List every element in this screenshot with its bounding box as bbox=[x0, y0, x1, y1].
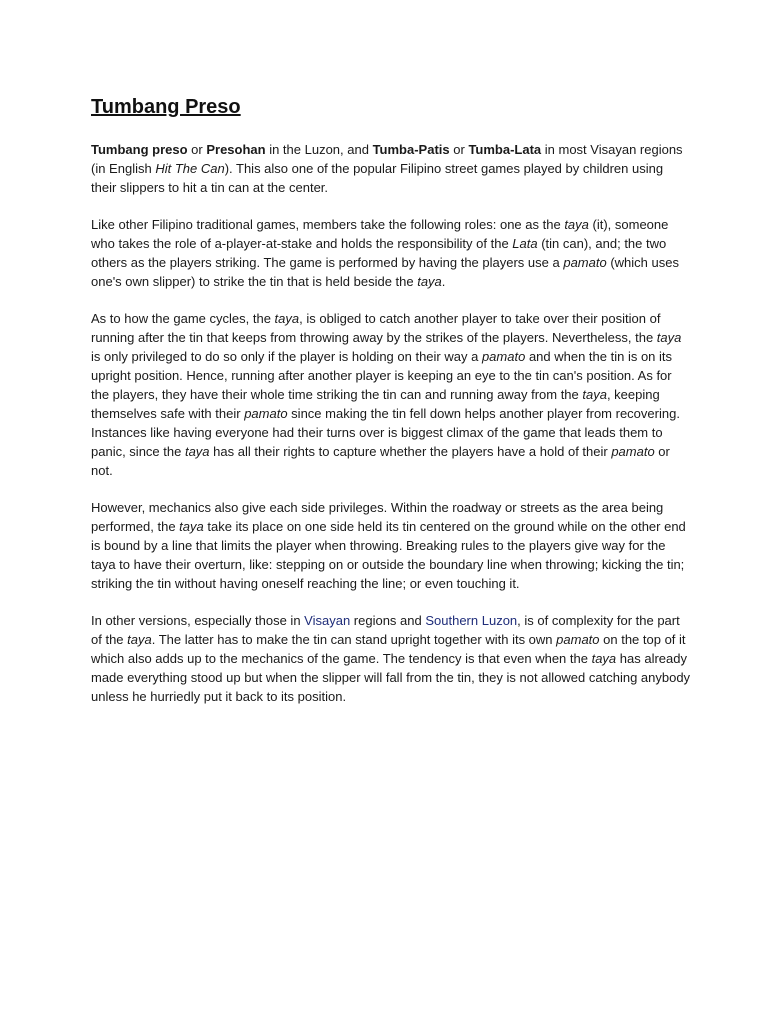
text-run: (tin can), and; the two others as the players striking. The game is performed by having the players use a bbox=[91, 236, 667, 270]
italic-term: taya bbox=[184, 444, 210, 459]
italic-term: pamato bbox=[244, 406, 288, 421]
italic-term: pamato bbox=[563, 255, 607, 270]
text-run: has all their rights to capture whether the players have a hold of their bbox=[209, 444, 612, 459]
paragraph-roles bbox=[91, 215, 691, 291]
text-run: and when the tin is on its upright position. Hence, running after another player is keeping an eye to the tin can's position. As for the players, they have their whole time striking the tin can and running away from the bbox=[91, 349, 673, 402]
italic-term: taya bbox=[417, 274, 442, 289]
term-tumba-patis: Tumba-Patis bbox=[372, 142, 450, 157]
text-run: (which uses one's own slipper) to strike the tin that is held beside the bbox=[91, 255, 679, 289]
text-run: (it), someone who takes the role of a-player-at-stake and holds the responsibility of the bbox=[91, 217, 669, 251]
text-run: on the top of it which also adds up to the mechanics of the game. The tendency is that even when the bbox=[91, 632, 686, 666]
text-run: or bbox=[187, 142, 207, 157]
paragraph-intro bbox=[91, 140, 691, 197]
text-run: has already made everything stood up but when the slipper will fall from the tin, they is not allowed catching anybody unless he hurriedly put it back to its position. bbox=[91, 651, 691, 704]
text-run: in the Luzon, and bbox=[265, 142, 373, 157]
page-title: Tumbang Preso bbox=[91, 96, 241, 118]
text-run: . bbox=[441, 274, 446, 289]
italic-term: taya bbox=[656, 330, 682, 345]
italic-term: taya bbox=[582, 387, 607, 402]
text-run: However, mechanics also give each side privileges. Within the roadway or streets as the area being performed, the bbox=[91, 500, 664, 534]
italic-term: pamato bbox=[611, 444, 655, 459]
italic-term: taya bbox=[564, 217, 589, 232]
text-run: take its place on one side held its tin centered on the ground while on the other end is bound by a line that limits the player when throwing. Breaking rules to the players give way for the taya to have their overturn, like: stepping on or outside the boundary line when throwing; kicking the tin; striking the tin without having oneself reaching the line; or even touching it. bbox=[91, 519, 686, 591]
italic-term: Lata bbox=[512, 236, 538, 251]
text-run: Like other Filipino traditional games, members take the following roles: one as the bbox=[91, 217, 565, 232]
text-run: , is of complexity for the part of the bbox=[91, 613, 680, 647]
link-southern-luzon[interactable]: Southern Luzon bbox=[425, 613, 518, 628]
document-page bbox=[91, 94, 691, 724]
term-tumbang-preso: Tumbang preso bbox=[91, 142, 188, 157]
text-run: since making the tin fell down helps another player from recovering. Instances like having everyone had their turns over is biggest climax of the game that leads them to panic, since the bbox=[91, 406, 680, 459]
term-hit-the-can: Hit The Can bbox=[155, 161, 225, 176]
text-run: As to how the game cycles, the bbox=[91, 311, 275, 326]
paragraph-game-cycle bbox=[91, 309, 691, 480]
italic-term: taya bbox=[127, 632, 152, 647]
italic-term: taya bbox=[179, 519, 204, 534]
italic-term: taya bbox=[591, 651, 617, 666]
text-run: In other versions, especially those in bbox=[91, 613, 305, 628]
paragraph-versions bbox=[91, 611, 691, 706]
text-run: or not. bbox=[91, 444, 670, 478]
text-run: regions and bbox=[350, 613, 426, 628]
paragraph-mechanics bbox=[91, 498, 691, 593]
text-run: . The latter has to make the tin can stand upright together with its own bbox=[151, 632, 557, 647]
text-run: in most Visayan regions (in English bbox=[91, 142, 683, 176]
link-visayan[interactable]: Visayan bbox=[304, 613, 351, 628]
italic-term: pamato bbox=[481, 349, 526, 364]
text-run: , keeping themselves safe with their bbox=[91, 387, 660, 421]
term-tumba-lata: Tumba-Lata bbox=[468, 142, 542, 157]
term-presohan: Presohan bbox=[206, 142, 266, 157]
text-run: , is obliged to catch another player to take over their position of running after the tin that keeps from throwing away by the strikes of the players. Nevertheless, the bbox=[91, 311, 661, 345]
text-run: or bbox=[449, 142, 469, 157]
italic-term: taya bbox=[274, 311, 300, 326]
italic-term: pamato bbox=[556, 632, 600, 647]
text-run: ). This also one of the popular Filipino street games played by children using their slippers to hit a tin can at the center. bbox=[91, 161, 664, 195]
text-run: is only privileged to do so only if the player is holding on their way a bbox=[91, 349, 482, 364]
